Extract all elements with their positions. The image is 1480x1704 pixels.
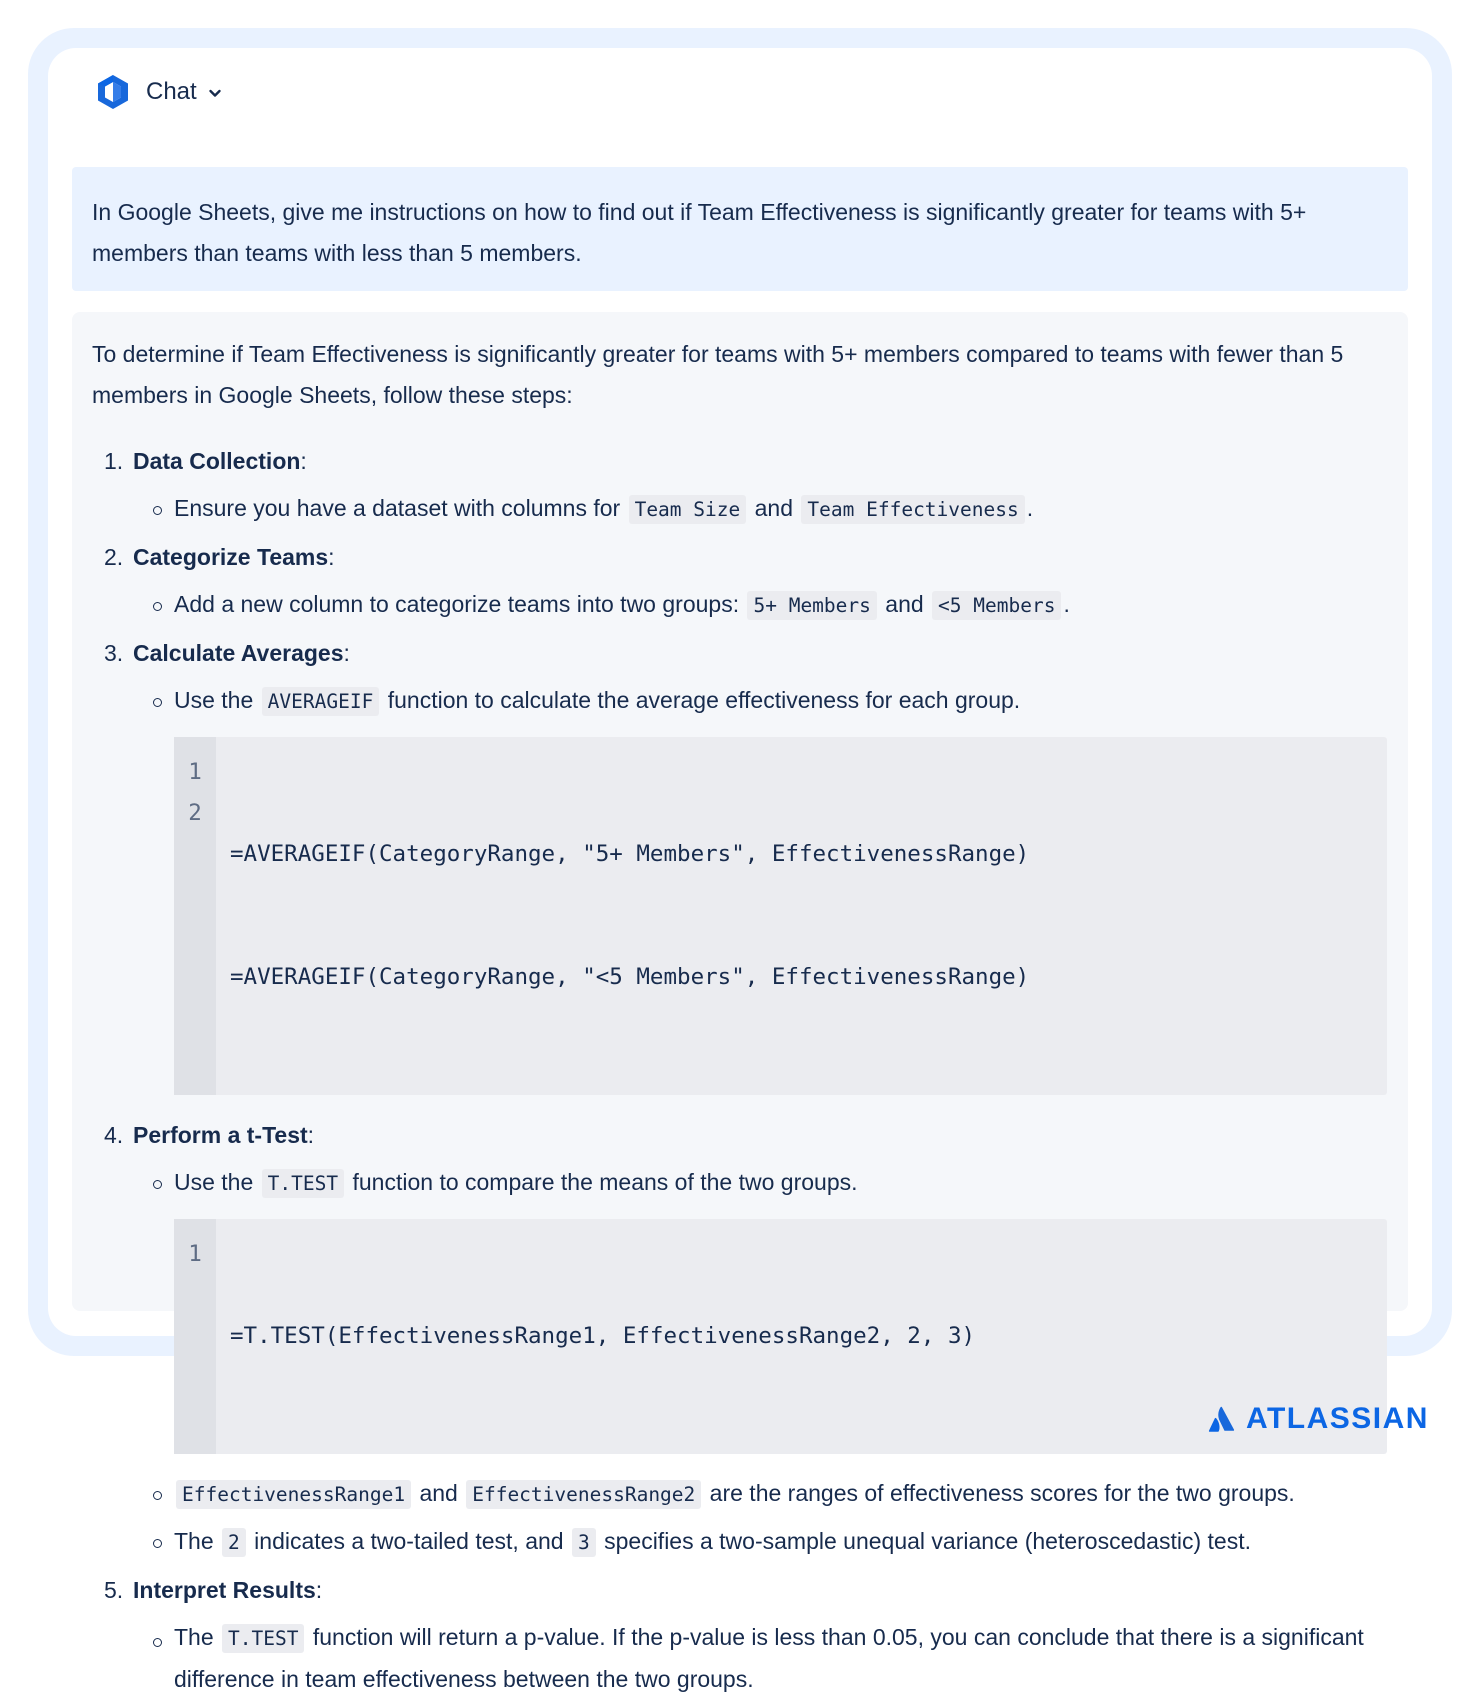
code-block[interactable]	[174, 737, 1387, 1095]
bullet-text: function to calculate the average effectiveness for each group.	[387, 687, 1021, 713]
bullet-text: Add a new column to categorize teams into two groups:	[174, 591, 740, 617]
code-line: =T.TEST(EffectivenessRange1, EffectivenessRange2, 2, 3)	[230, 1323, 976, 1349]
bullet-text: and	[885, 591, 924, 617]
bullet-text: .	[1026, 495, 1034, 521]
bullet-text: function will return a p-value. If the p-value is less than 0.05, you can conclude that there is a significant difference in team effectiveness between the two groups.	[174, 1624, 1364, 1692]
chat-title[interactable]: Chat	[146, 78, 197, 105]
line-number-gutter	[174, 737, 216, 1095]
bullet-text: Use the	[174, 1169, 254, 1195]
step-number: 2.	[104, 544, 124, 570]
step-data-collection	[92, 437, 1388, 485]
list-item	[92, 1518, 1388, 1566]
step-colon: :	[300, 448, 307, 474]
bullet-text: are the ranges of effectiveness scores for the two groups.	[709, 1480, 1295, 1506]
step-perform-t-test	[92, 1111, 1388, 1159]
atlassian-branding	[1208, 1402, 1429, 1436]
step-interpret-results	[92, 1566, 1388, 1614]
list-item	[92, 677, 1388, 725]
list-item	[92, 1470, 1388, 1518]
inline-code: 2	[222, 1528, 246, 1557]
code-lines	[216, 737, 1043, 1095]
code-line: =AVERAGEIF(CategoryRange, "5+ Members", EffectivenessRange)	[230, 841, 1030, 867]
inline-code: T.TEST	[262, 1169, 344, 1198]
bullet-text: specifies a two-sample unequal variance (heteroscedastic) test.	[604, 1528, 1251, 1554]
bullet-text: The	[174, 1528, 214, 1554]
code-lines	[216, 1219, 989, 1454]
bullet-text: and	[419, 1480, 458, 1506]
step-title: Interpret Results	[133, 1577, 316, 1603]
bullet-text: and	[754, 495, 794, 521]
rovo-logo-icon	[94, 73, 132, 111]
line-number: 1	[188, 759, 202, 785]
inline-code: 5+ Members	[747, 591, 876, 620]
line-number-gutter	[174, 1219, 216, 1454]
step-number: 4.	[104, 1122, 124, 1148]
bullet-text: Use the	[174, 687, 254, 713]
inline-code: EffectivenessRange2	[466, 1480, 701, 1509]
step-colon: :	[328, 544, 335, 570]
step-calculate-averages	[92, 629, 1388, 677]
chevron-down-icon[interactable]	[207, 85, 223, 101]
list-item	[92, 581, 1388, 629]
reply-intro: To determine if Team Effectiveness is significantly greater for teams with 5+ members compared to teams with fewer than 5 members in Google Sheets, follow these steps:	[92, 341, 1344, 408]
bullet-text: indicates a two-tailed test, and	[254, 1528, 564, 1554]
list-item	[92, 1614, 1388, 1704]
inline-code: 3	[572, 1528, 596, 1557]
step-number: 5.	[104, 1577, 124, 1603]
atlassian-logo-icon	[1208, 1405, 1236, 1433]
inline-code: T.TEST	[222, 1624, 304, 1653]
code-line: =AVERAGEIF(CategoryRange, "<5 Members", EffectivenessRange)	[230, 964, 1030, 990]
bullet-text: Ensure you have a dataset with columns for	[174, 495, 621, 521]
inline-code: <5 Members	[932, 591, 1061, 620]
step-title: Categorize Teams	[133, 544, 329, 570]
step-title: Data Collection	[133, 448, 301, 474]
line-number: 1	[188, 1241, 202, 1267]
step-number: 1.	[104, 448, 124, 474]
code-block[interactable]	[174, 1219, 1387, 1454]
step-title: Perform a t-Test	[133, 1122, 308, 1148]
step-colon: :	[343, 640, 350, 666]
chat-header	[94, 72, 223, 112]
inline-code: Team Size	[629, 495, 747, 524]
bullet-text: .	[1063, 591, 1070, 617]
bullet-text: function to compare the means of the two groups.	[352, 1169, 858, 1195]
step-title: Calculate Averages	[133, 640, 344, 666]
inline-code: EffectivenessRange1	[176, 1480, 411, 1509]
step-categorize-teams	[92, 533, 1388, 581]
inline-code: Team Effectiveness	[801, 495, 1024, 524]
step-number: 3.	[104, 640, 124, 666]
bullet-text: The	[174, 1624, 214, 1650]
inline-code: AVERAGEIF	[262, 687, 380, 716]
step-colon: :	[315, 1577, 323, 1603]
user-message: In Google Sheets, give me instructions on how to find out if Team Effectiveness is significantly greater for teams with 5+ members than teams with less than 5 members.	[72, 167, 1408, 291]
line-number: 2	[188, 800, 202, 826]
brand-wordmark: ATLASSIAN	[1246, 1402, 1429, 1435]
list-item	[92, 485, 1388, 533]
list-item	[92, 1159, 1388, 1207]
step-colon: :	[307, 1122, 315, 1148]
